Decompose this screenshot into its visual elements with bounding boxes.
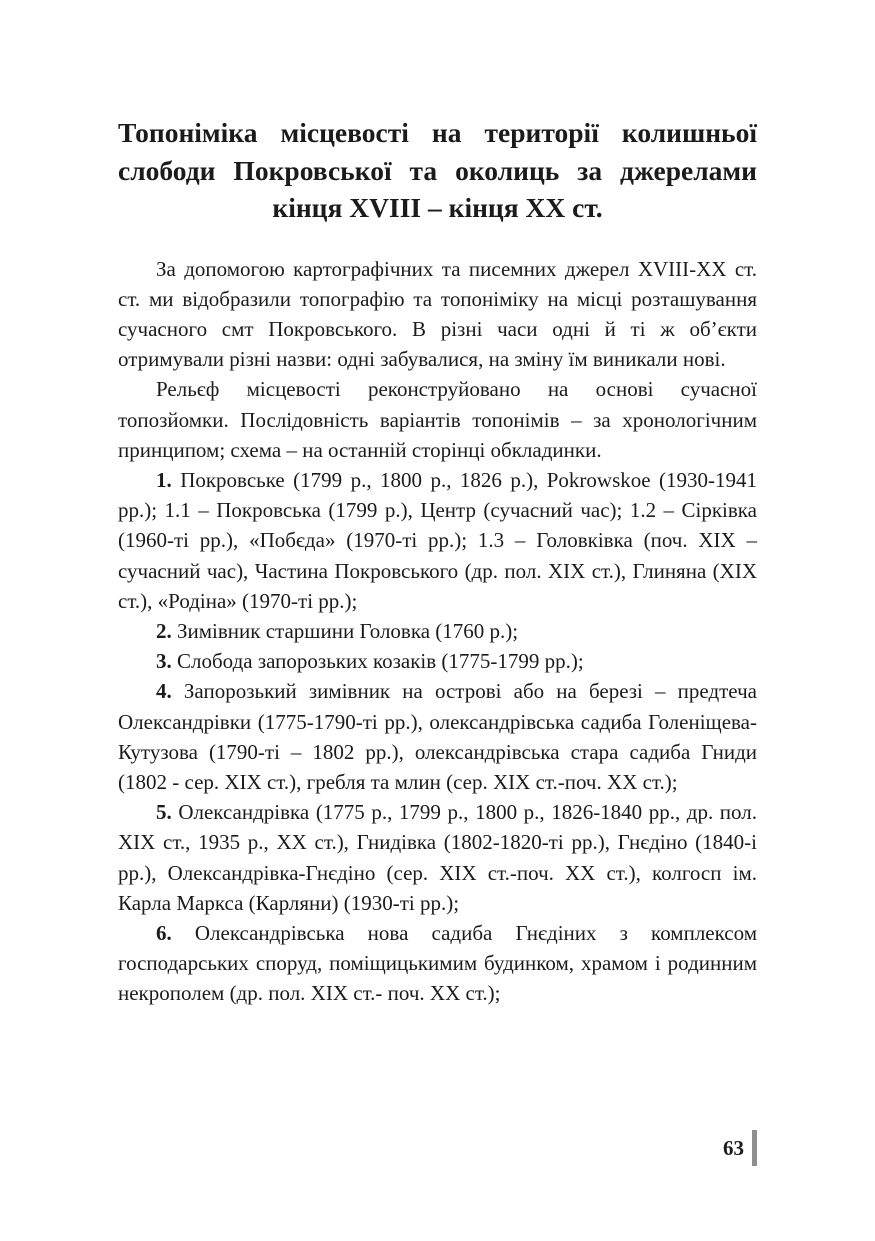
toponym-item-3 [118,646,757,676]
item-text: Запорозький зимівник на острові або на березі – предтеча Олександрівки (1775-1790-ті рр.), олександрівська садиба Голеніщева-Кутузова (1790-ті – 1802 рр.), олександрівська стара садиба Гниди (1802 - сер. XIX ст.), гребля та млин (сер. XIX ст.-поч. XX ст.); [118,679,757,794]
paragraph-text: Рельєф місцевості реконструйовано на основі сучасної топозйомки. Послідовність варіантів топонімів – за хронологічним принципом; схема – на останній сторінці обкладинки. [118,377,757,462]
toponym-item-1 [118,465,757,616]
toponym-item-4 [118,676,757,797]
item-text: Олександрівка (1775 р., 1799 р., 1800 р., 1826-1840 рр., др. пол. XIX ст., 1935 р., XX ст.), Гнидівка (1802-1820-ті рр.), Гнєдіно (1840-і рр.), Олександрівка-Гнєдіно (сер. XIX ст.-поч. XX ст.), колгосп ім. Карла Маркса (Карляни) (1930-ті рр.); [118,800,758,915]
item-number: 3. [156,649,172,674]
item-text: Слобода запорозьких козаків (1775-1799 рр.); [177,649,584,674]
page-content [118,114,757,1009]
intro-paragraph [118,254,757,375]
item-number: 6. [156,920,172,945]
item-text: Зимівник старшини Головка (1760 р.); [177,618,519,643]
item-number: 4. [156,679,172,704]
relief-paragraph [118,374,757,465]
page-number: 63 [723,1136,744,1160]
item-number: 5. [156,800,172,825]
toponym-item-5 [118,797,757,918]
page-edge-bar [752,1130,757,1166]
section-title: Топоніміка місцевості на території колишньої слободи Покровської та околиць за джерелами кінця XVIII – кінця XX ст. [118,117,757,223]
item-number: 2. [156,618,172,643]
item-text: Олександрівська нова садиба Гнєдіних з комплексом господарських споруд, поміщицькимим будинком, храмом і родинним некрополем (др. пол. XIX ст.- поч. XX ст.); [118,920,758,1006]
toponym-item-2 [118,616,757,646]
toponym-item-6 [118,918,757,1009]
paragraph-text: За допомогою картографічних та писемних джерел XVIII-XX ст. ст. ми відобразили топографію та топоніміку на місці розташування сучасного смт Покровського. В різні часи одні й ті ж об’єкти отримували різні назви: одні забувалися, на зміну їм виникали нові. [118,256,757,372]
item-text: Покровське (1799 р., 1800 р., 1826 р.), Pokrowskoe (1930-1941 рр.); 1.1 – Покровська (1799 р.), Центр (сучасний час); 1.2 – Сірківка (1960-ті рр.), «Побєда» (1970-ті рр.); 1.3 – Головківка (поч. XIX – сучасний час), Частина Покровського (др. пол. XIX ст.), Глиняна (XIX ст.), «Родіна» (1970-ті рр.); [118,467,757,613]
page-footer [723,1130,757,1166]
item-number: 1. [156,467,172,492]
